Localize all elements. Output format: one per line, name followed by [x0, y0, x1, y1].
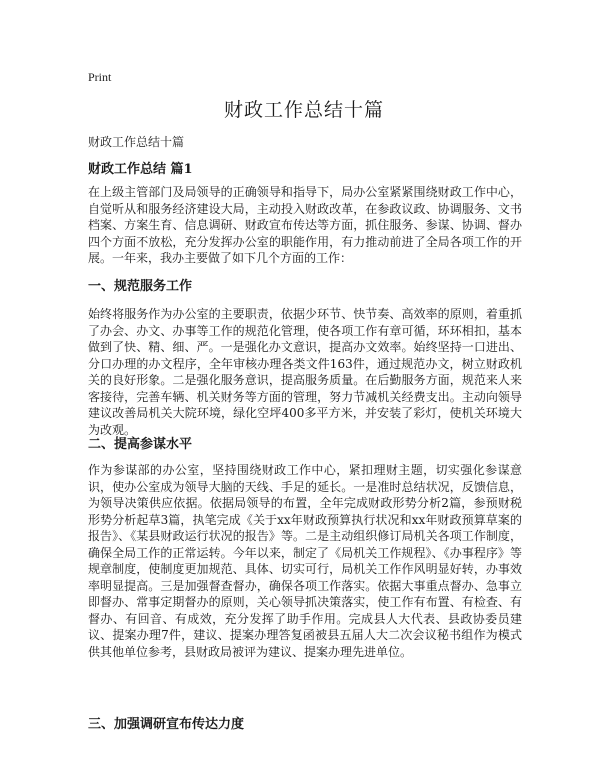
section-heading: 三、加强调研宣布传达力度 — [88, 717, 245, 732]
document-title: 财政工作总结十篇 — [223, 99, 384, 121]
section-heading: 一、规范服务工作 — [88, 279, 193, 294]
section-heading: 二、提高参谋水平 — [88, 437, 193, 452]
section-paragraph: 始终将服务作为办公室的主要职责，依据少环节、快节奏、高效率的原则，着重抓了办会、办文、办事等工作的规范化管理，使各项工作有章可循，环环相扣，基本做到了快、精、细、严。一是强化办文意识，提高办文效率。始终坚持一口进出、分口办理的办文程序，全年审核办理各类文件163件，通过规范办文，树立财政机关的良好形象。二是强化服务意识，提高服务质量。在后勤服务方面，规范来人来客接待，完善车辆、机关财务等方面的管理，努力节减机关经费支出。主动向领导建议改善局机关大院环境，绿化空坪400多平方米，并安装了彩灯，使机关环境大为改观。 — [88, 307, 522, 437]
document-subtitle: 财政工作总结十篇 — [88, 135, 185, 149]
print-label[interactable]: Print — [88, 70, 112, 84]
section-paragraph: 作为参谋部的办公室，坚持围绕财政工作中心，紧扣理财主题，切实强化参谋意识，使办公室成为领导大脑的天线、手足的延长。一是准时总结状况，反馈信息，为领导决策供应依据。依据局领导的布置，全年完成财政形势分析2篇，参预财税形势分析起草3篇，执笔完成《关于xx年财政预算执行状况和xx年财政预算草案的报告》、《某县财政运行状况的报告》等。二是主动组织修订局机关各项工作制度，确保全局工作的正常运转。今年以来，制定了《局机关工作规程》、《办事程序》等规章制度，使制度更加规范、具体、切实可行，局机关工作作风明显好转，办事效率明显提高。三是加强督查督办，确保各项工作落实。依据大事重点督办、急事立即督办、常事定期督办的原则，关心领导抓决策落实，使工作有布置、有检查、有督办、有回音、有成效，充分发挥了助手作用。完成县人大代表、县政协委员建议、提案办理7件，建议、提案办理答复函被县五届人大二次会议秘书组作为模式供其他单位参考，县财政局被评为建议、提案办理先进单位。 — [88, 463, 522, 659]
part-heading: 财政工作总结 篇1 — [88, 162, 193, 177]
intro-paragraph: 在上级主管部门及局领导的正确领导和指导下，局办公室紧紧围绕财政工作中心，自觉听从和服务经济建设大局，主动投入财政改革，在参政议政、协调服务、文书档案、方案生育、信息调研、财政宣布传达等方面，抓住服务、参谋、协调、督办四个方面不放松，充分发挥办公室的职能作用，有力推动前进了全局各项工作的开展。一年来，我办主要做了如下几个方面的工作： — [88, 185, 522, 265]
